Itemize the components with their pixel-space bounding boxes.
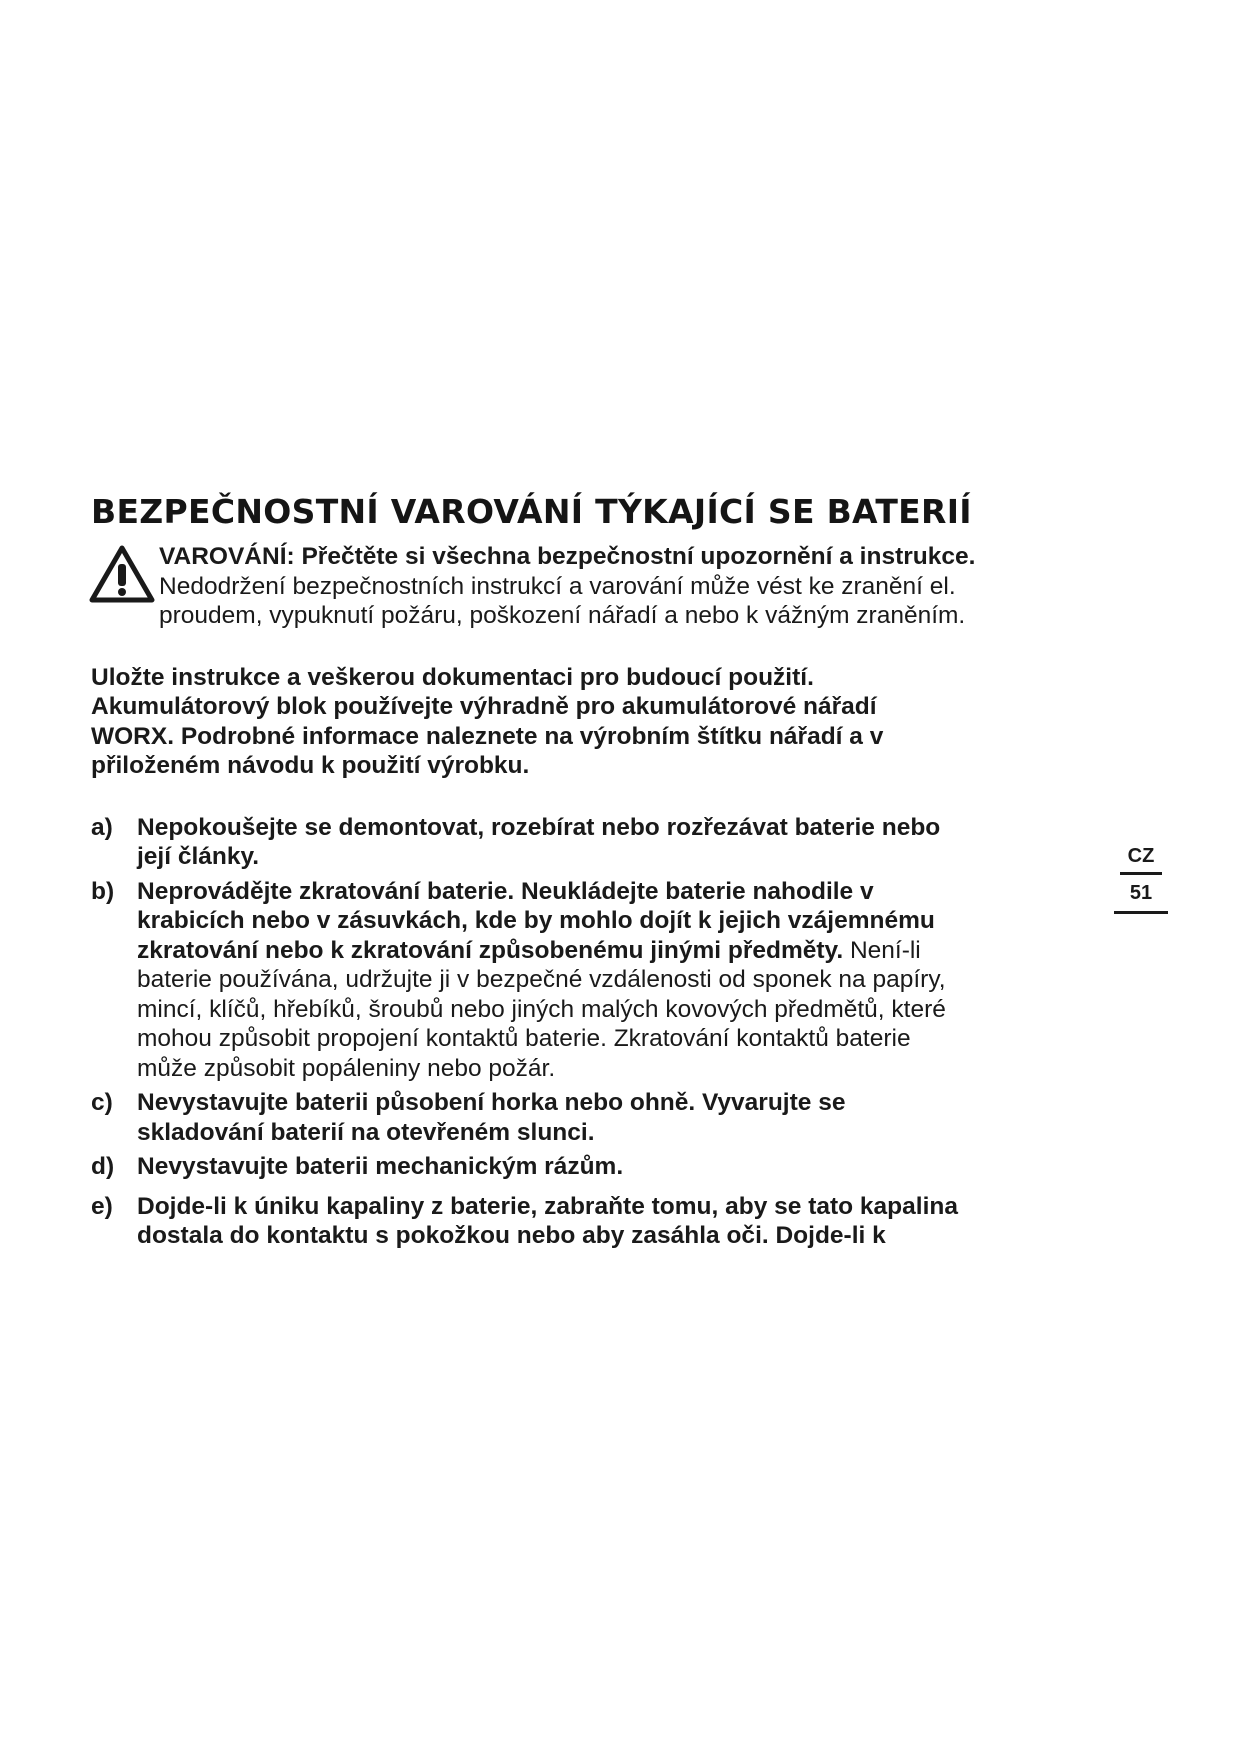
page-number: 51: [1129, 882, 1153, 904]
intro-line: Akumulátorový blok používejte výhradně pro akumulátorové nářadí: [91, 693, 877, 720]
list-item-line: Nevystavujte baterii mechanickým rázům.: [137, 1153, 624, 1180]
warning-text-line2: proudem, vypuknutí požáru, poškození nářadí a nebo k vážným zraněním.: [159, 602, 966, 629]
list-item-line: Nepokoušejte se demontovat, rozebírat nebo rozřezávat baterie nebo: [137, 813, 941, 841]
list-item-line: Nevystavujte baterii působení horka nebo ohně. Vyvarujte se: [137, 1089, 846, 1116]
list-item-a: [91, 813, 1131, 872]
list-item-bold-text: zkratování nebo k zkratování způsobenému jinými předměty.: [137, 936, 844, 964]
list-item-line: baterie používána, udržujte ji v bezpečné vzdálenosti od sponek na papíry,: [137, 966, 946, 993]
list-item-line: dostala do kontaktu s pokožkou nebo aby zasáhla oči. Dojde-li k: [137, 1222, 886, 1249]
intro-line: WORX. Podrobné informace naleznete na výrobním štítku nářadí a v: [91, 722, 884, 750]
page-content: [91, 492, 1131, 1256]
list-item-line: mincí, klíčů, hřebíků, šroubů nebo jiných malých kovových předmětů, které: [137, 995, 946, 1023]
list-marker: b): [91, 877, 115, 905]
list-item-c: [91, 1088, 1131, 1147]
list-marker: c): [91, 1089, 113, 1116]
list-marker: d): [91, 1153, 115, 1180]
list-marker: a): [91, 813, 113, 841]
list-item-line: [137, 936, 1131, 966]
list-item-line: Neprovádějte zkratování baterie. Neukládejte baterie nahodile v: [137, 877, 874, 905]
list-item-line: krabicích nebo v zásuvkách, kde by mohlo dojít k jejich vzájemnému: [137, 907, 935, 934]
warning-triangle-icon: [89, 544, 155, 604]
list-item-d: [91, 1152, 1131, 1182]
warning-lead: VAROVÁNÍ: Přečtěte si všechna bezpečnostní upozornění a instrukce.: [159, 543, 976, 570]
list-item-line: její články.: [137, 843, 260, 870]
language-page-tab: [1118, 844, 1164, 914]
list-item-b: [91, 877, 1131, 1084]
list-item-line: skladování baterií na otevřeném slunci.: [137, 1118, 595, 1146]
intro-line: přiloženém návodu k použití výrobku.: [91, 752, 530, 779]
list-item-e: [91, 1192, 1131, 1251]
divider: [1120, 872, 1162, 875]
intro-line: Uložte instrukce a veškerou dokumentaci pro budoucí použití.: [91, 663, 814, 691]
intro-paragraph: [91, 663, 1131, 781]
list-item-line: může způsobit popáleniny nebo požár.: [137, 1054, 556, 1082]
list-marker: e): [91, 1192, 113, 1220]
warning-block: [91, 542, 1131, 631]
page-heading: BEZPEČNOSTNÍ VAROVÁNÍ TÝKAJÍCÍ SE BATERIÍ: [91, 492, 972, 531]
list-item-line: mohou způsobit propojení kontaktů baterie. Zkratování kontaktů baterie: [137, 1025, 911, 1052]
language-code: CZ: [1127, 845, 1155, 867]
list-item-regular-text: Není-li: [843, 936, 921, 964]
warning-text-line1: Nedodržení bezpečnostních instrukcí a varování může vést ke zranění el.: [159, 572, 956, 600]
divider: [1114, 911, 1168, 914]
safety-list: [91, 813, 1131, 1251]
list-item-line: Dojde-li k úniku kapaliny z baterie, zabraňte tomu, aby se tato kapalina: [137, 1192, 958, 1220]
